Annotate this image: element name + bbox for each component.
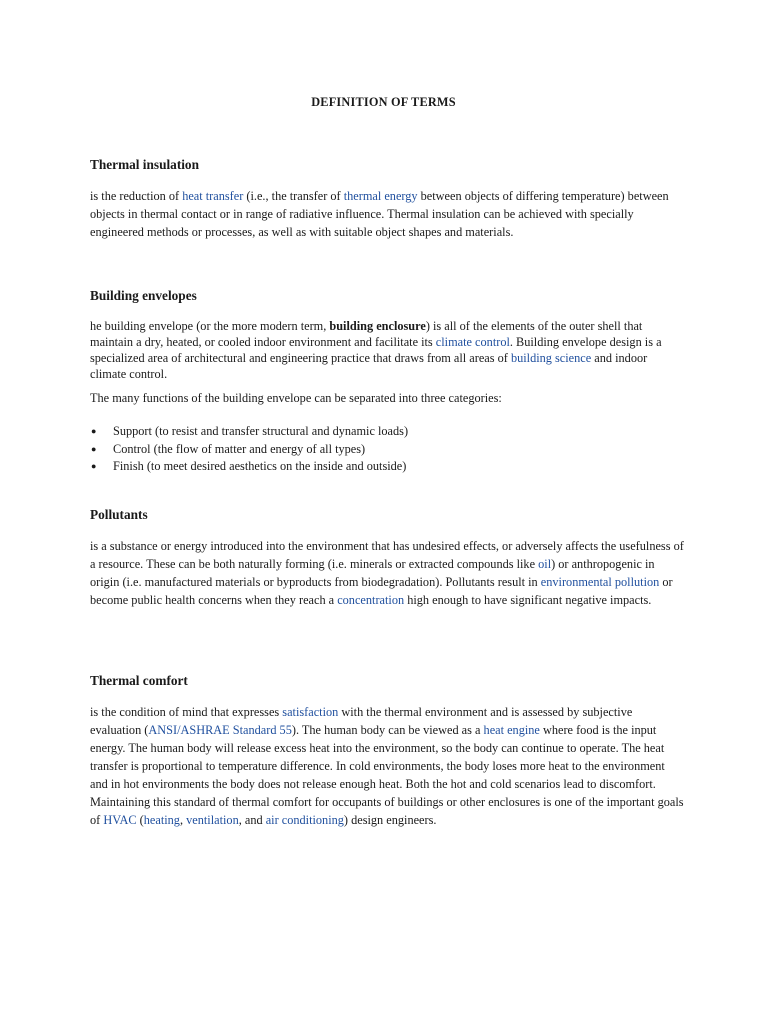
heading-thermal-insulation: Thermal insulation xyxy=(90,157,199,172)
paragraph-building-envelopes xyxy=(90,318,685,382)
text: with the thermal environment and is assessed by subjective evaluation ( xyxy=(90,705,633,737)
link-ansi-ashrae-standard-55[interactable]: ANSI/ASHRAE Standard 55 xyxy=(148,723,292,737)
bullet-icon: ● xyxy=(91,461,97,471)
link-heat-transfer[interactable]: heat transfer xyxy=(182,189,244,203)
link-thermal-energy[interactable]: thermal energy xyxy=(343,189,418,203)
paragraph-pollutants xyxy=(90,537,685,609)
functions-list xyxy=(90,422,685,475)
bold-building-enclosure: building enclosure xyxy=(329,319,426,333)
text: is the condition of mind that expresses xyxy=(90,705,283,719)
text: and indoor climate control. xyxy=(90,351,648,381)
list-item-text: Control (the flow of matter and energy of all types) xyxy=(113,441,366,456)
text: ( xyxy=(136,813,144,827)
link-environmental-pollution[interactable]: environmental pollution xyxy=(540,575,660,589)
link-oil[interactable]: oil xyxy=(538,557,552,571)
paragraph-functions-intro: The many functions of the building envelope can be separated into three categories: xyxy=(90,391,502,405)
text: ). The human body can be viewed as a xyxy=(291,723,484,737)
text: ) or anthropogenic in origin (i.e. manufactured materials or byproducts from biodegradation). Pollutants result in xyxy=(90,557,655,589)
list-item xyxy=(90,440,685,458)
link-building-science[interactable]: building science xyxy=(510,351,592,365)
link-concentration[interactable]: concentration xyxy=(337,593,405,607)
heading-pollutants: Pollutants xyxy=(90,507,148,522)
link-satisfaction[interactable]: satisfaction xyxy=(282,705,339,719)
list-item-text: Support (to resist and transfer structural and dynamic loads) xyxy=(113,424,409,438)
text: between objects of differing temperature) between objects in thermal contact or in range of radiative influence. Thermal insulation can be achieved with specially engineered methods or processes, as well as with suitable object shapes and materials. xyxy=(90,189,669,239)
text: ) is all of the elements of the outer shell that maintain a dry, heated, or cooled indoor environment and facilitate its xyxy=(90,319,643,349)
link-hvac[interactable]: HVAC xyxy=(103,813,137,827)
heading-thermal-comfort: Thermal comfort xyxy=(90,673,188,688)
text: , and xyxy=(238,813,266,827)
document-title: DEFINITION OF TERMS xyxy=(311,95,456,109)
text: . Building envelope design is a specialized area of architectural and engineering practice that draws from all areas of xyxy=(90,335,662,365)
text: he building envelope (or the more modern term, xyxy=(90,319,330,333)
link-air-conditioning[interactable]: air conditioning xyxy=(265,813,344,827)
list-item xyxy=(90,457,685,475)
list-item xyxy=(90,422,685,440)
text: is a substance or energy introduced into the environment that has undesired effects, or adversely affects the usefulness of a resource. These can be both naturally forming (i.e. minerals or extracted compounds like xyxy=(90,539,684,571)
text: high enough to have significant negative impacts. xyxy=(404,593,652,607)
bullet-icon: ● xyxy=(91,426,97,436)
bullet-icon: ● xyxy=(91,443,97,454)
text: , xyxy=(179,813,187,827)
link-heat-engine[interactable]: heat engine xyxy=(483,723,540,737)
link-heating[interactable]: heating xyxy=(143,813,180,827)
heading-building-envelopes: Building envelopes xyxy=(90,288,197,303)
text: ) design engineers. xyxy=(343,813,437,827)
paragraph-thermal-comfort xyxy=(90,703,685,829)
text: or become public health concerns when they reach a xyxy=(90,575,673,607)
text: (i.e., the transfer of xyxy=(243,189,344,203)
link-ventilation[interactable]: ventilation xyxy=(186,813,239,827)
link-climate-control[interactable]: climate control xyxy=(435,335,510,349)
list-item-text: Finish (to meet desired aesthetics on the inside and outside) xyxy=(113,459,407,473)
text: is the reduction of xyxy=(90,189,183,203)
paragraph-thermal-insulation xyxy=(90,187,685,241)
text: where food is the input energy. The human body will release excess heat into the environment, so the body can continue to operate. The heat transfer is proportional to temperature difference. In cold environments, the body loses more heat to the environment and in hot environments the body does not release enough heat. Both the hot and cold scenarios lead to discomfort. Maintaining this standard of thermal comfort for occupants of buildings or other enclosures is one of the important goals of xyxy=(90,723,684,827)
